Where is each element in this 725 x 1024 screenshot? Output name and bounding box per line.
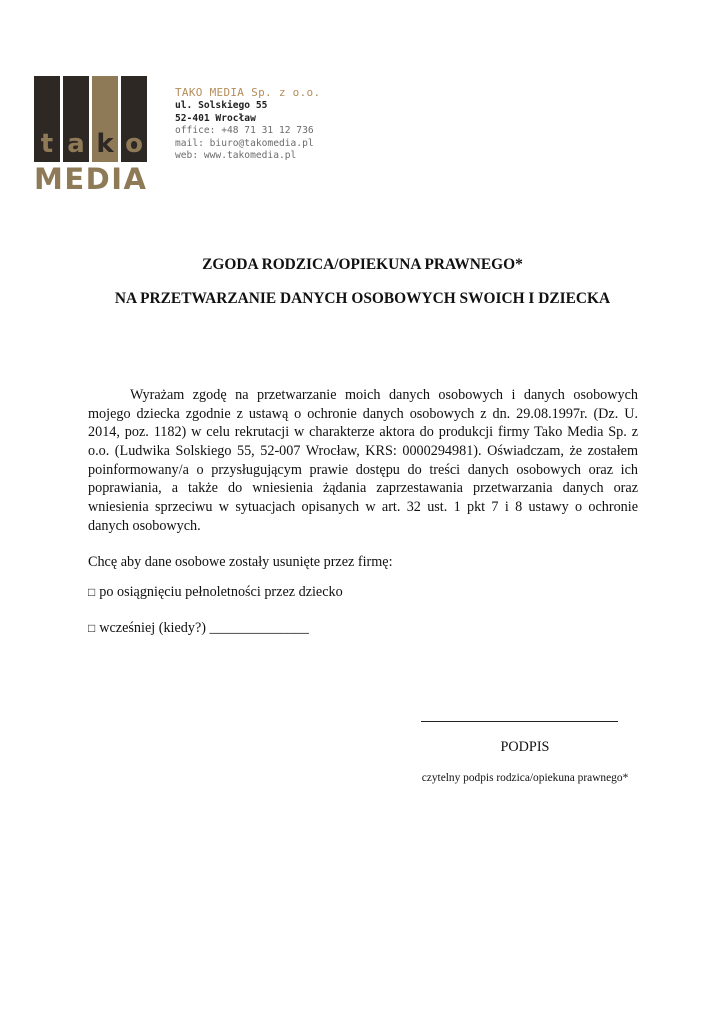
checkbox-icon[interactable]: □ (88, 585, 96, 599)
option-label: po osiągnięciu pełnoletności przez dziecko (99, 584, 343, 600)
logo-letter: a (67, 129, 85, 159)
option-label: wcześniej (kiedy?) ______________ (99, 620, 309, 636)
logo-letter: k (96, 129, 114, 159)
checkbox-icon[interactable]: □ (88, 621, 96, 635)
company-street: ul. Solskiego 55 (175, 100, 268, 111)
company-website: web: www.takomedia.pl (175, 150, 297, 162)
logo-wordmark-letter: M (34, 162, 63, 196)
logo-wordmark-letter: I (111, 162, 123, 196)
paragraph-line: wniesienia sprzeciwu w sytuacjach opisanych w art. 32 ust. 1 pkt 7 i 8 ustawy o ochronie (88, 499, 638, 516)
paragraph-line: Wyrażam zgodę na przetwarzanie moich danych osobowych i danych osobowych (130, 387, 638, 403)
paragraph-line: mojego dziecka zgodnie z ustawą o ochronie danych osobowych z dn. 29.08.1997r. (Dz. U. (88, 405, 638, 422)
paragraph-line: danych osobowych. (88, 517, 201, 534)
option-earlier[interactable] (88, 619, 309, 637)
logo-wordmark (34, 164, 146, 194)
company-phone: office: +48 71 31 12 736 (175, 125, 314, 137)
signature-note: czytelny podpis rodzica/opiekuna prawnego* (421, 772, 629, 784)
logo-wordmark-letter: E (64, 162, 85, 196)
signature-line (421, 721, 618, 722)
signature-label: PODPIS (500, 739, 550, 755)
deletion-question: Chcę aby dane osobowe zostały usunięte przez firmę: (88, 554, 393, 570)
paragraph-line: 2014, poz. 1182) w celu rekrutacji w charakterze aktora do produkcji firmy Tako Media Sp. z (88, 424, 638, 441)
paragraph-line: poprawiania, a także do wniesienia żądania zaprzestawania przetwarzania danych oraz (88, 480, 638, 497)
logo-wordmark-letter: D (85, 162, 110, 196)
document-title: ZGODA RODZICA/OPIEKUNA PRAWNEGO* (202, 256, 523, 273)
logo-letter: t (40, 129, 54, 159)
tako-media-logo (34, 76, 146, 194)
document-subtitle: NA PRZETWARZANIE DANYCH OSOBOWYCH SWOICH I DZIECKA (114, 290, 611, 307)
consent-paragraph (88, 386, 638, 536)
logo-wordmark-letter: A (123, 162, 146, 196)
company-email: mail: biuro@takomedia.pl (175, 137, 314, 149)
company-name: TAKO MEDIA Sp. z o.o. (175, 86, 321, 99)
logo-letter: o (125, 129, 143, 159)
paragraph-line: o.o. (Ludwika Solskiego 55, 52-007 Wrocław, KRS: 0000294981). Oświadczam, że zostałem (88, 443, 638, 460)
paragraph-line: poinformowany/a o przysługującym prawie dostępu do treści danych osobowych oraz ich (88, 461, 638, 478)
company-header (175, 86, 415, 163)
company-city: 52-401 Wrocław (175, 112, 256, 124)
option-until-adulthood[interactable] (88, 583, 343, 601)
